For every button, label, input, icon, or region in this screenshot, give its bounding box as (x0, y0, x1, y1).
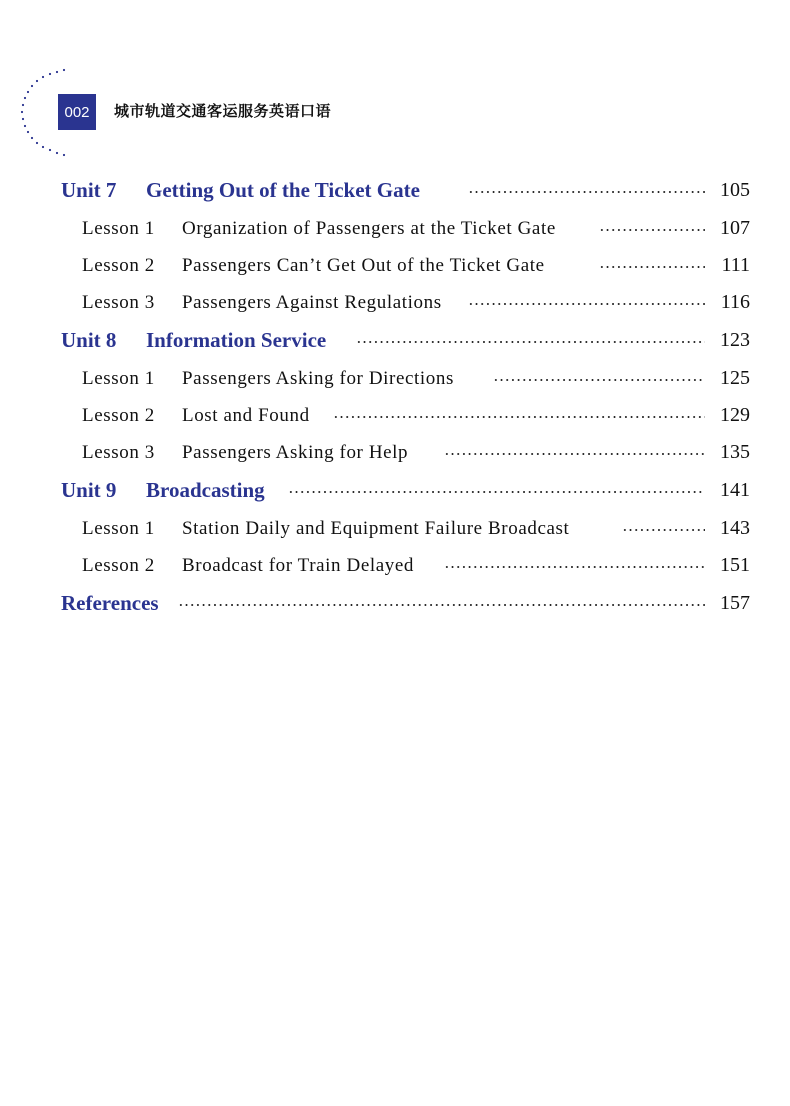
unit-title: Getting Out of the Ticket Gate (146, 178, 420, 202)
toc-lesson-row[interactable] (0, 397, 790, 434)
lesson-title: Passengers Against Regulations (182, 291, 442, 313)
dot-leader (622, 529, 705, 531)
unit-label: Unit 9 (61, 478, 117, 502)
lesson-label: Lesson 1 (82, 367, 155, 389)
toc-lesson-row[interactable] (0, 360, 790, 397)
lesson-label: Lesson 2 (82, 554, 155, 576)
dot-leader (599, 229, 705, 231)
unit-label: Unit 7 (61, 178, 117, 202)
dot-leader (333, 416, 705, 418)
unit-title: Broadcasting (146, 478, 265, 502)
page-ref: 111 (721, 254, 750, 276)
lesson-title: Lost and Found (182, 404, 310, 426)
page-number-badge (58, 94, 96, 130)
unit-label: Unit 8 (61, 328, 117, 352)
toc-lesson-row[interactable] (0, 510, 790, 547)
lesson-label: Lesson 1 (82, 217, 155, 239)
toc-unit-row[interactable] (0, 172, 790, 209)
dot-leader (599, 266, 705, 268)
lesson-title: Passengers Can’t Get Out of the Ticket Gate (182, 254, 545, 276)
page-ref: 135 (720, 441, 750, 463)
page-ref: 141 (720, 479, 750, 501)
dot-leader (356, 341, 705, 343)
toc-lesson-row[interactable] (0, 247, 790, 284)
page-number: 002 (64, 103, 90, 121)
decorative-dotted-arc (0, 0, 80, 170)
page-ref: 116 (720, 291, 750, 313)
toc-lesson-row[interactable] (0, 210, 790, 247)
page-ref: 125 (720, 367, 750, 389)
lesson-title: Broadcast for Train Delayed (182, 554, 415, 576)
toc-unit-row[interactable] (0, 472, 790, 509)
dot-leader (493, 379, 705, 381)
dot-leader (444, 566, 705, 568)
dot-leader (468, 191, 705, 193)
page-ref: 157 (720, 592, 750, 614)
page-ref: 151 (720, 554, 750, 576)
page-ref: 143 (720, 517, 750, 539)
page-ref: 123 (720, 329, 750, 351)
lesson-label: Lesson 3 (82, 441, 155, 463)
references-title: References (61, 591, 159, 615)
lesson-label: Lesson 1 (82, 517, 155, 539)
lesson-label: Lesson 2 (82, 254, 155, 276)
page-ref: 107 (720, 217, 750, 239)
dot-leader (468, 303, 705, 305)
toc-lesson-row[interactable] (0, 547, 790, 584)
toc-unit-row[interactable] (0, 322, 790, 359)
page-ref: 105 (720, 179, 750, 201)
dot-leader (288, 491, 705, 493)
toc-references-row[interactable] (0, 585, 790, 622)
lesson-label: Lesson 2 (82, 404, 155, 426)
lesson-title: Passengers Asking for Directions (182, 367, 454, 389)
toc-lesson-row[interactable] (0, 434, 790, 471)
toc-lesson-row[interactable] (0, 284, 790, 321)
dot-leader (444, 453, 705, 455)
unit-title: Information Service (146, 328, 327, 352)
lesson-title: Passengers Asking for Help (182, 441, 409, 463)
lesson-label: Lesson 3 (82, 291, 155, 313)
dot-leader (178, 604, 705, 606)
page-ref: 129 (720, 404, 750, 426)
book-title: 城市轨道交通客运服务英语口语 (114, 102, 332, 120)
lesson-title: Organization of Passengers at the Ticket Gate (182, 217, 556, 239)
lesson-title: Station Daily and Equipment Failure Broadcast (182, 517, 570, 539)
